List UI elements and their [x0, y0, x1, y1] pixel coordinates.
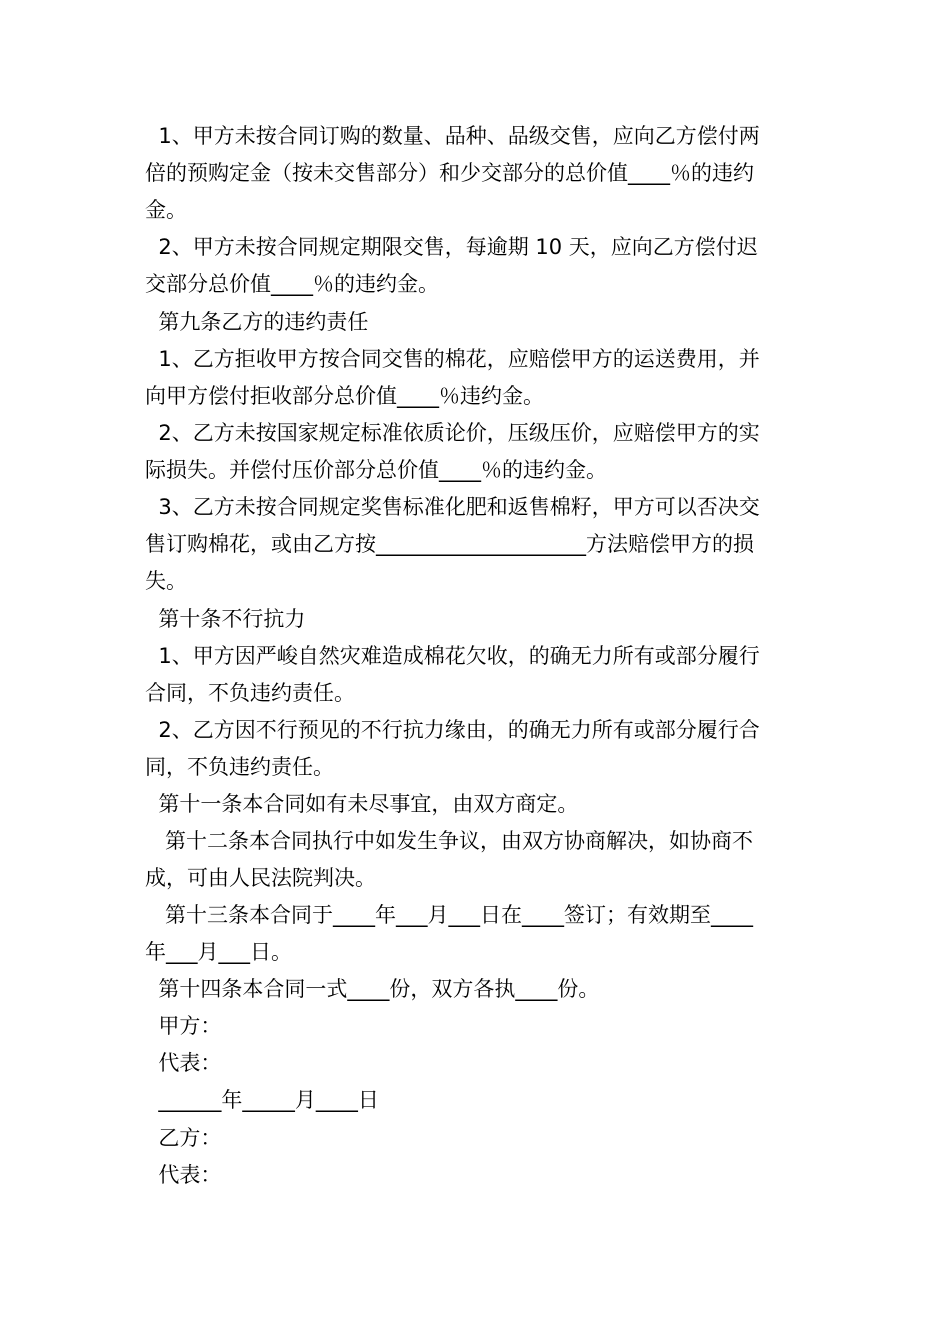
text-line: 售订购棉花，或由乙方按____________________方法赔偿甲方的损	[145, 532, 754, 556]
text-line: 乙方：	[145, 1126, 222, 1150]
clause-12	[145, 823, 810, 897]
text-line: 成，可由人民法院判决。	[145, 866, 376, 890]
text-line: ______年_____月____日	[145, 1088, 379, 1112]
text-line: 1、甲方因严峻自然灾难造成棉花欠收，的确无力所有或部分履行	[145, 644, 760, 668]
text-line: 代表：	[145, 1051, 222, 1075]
text-line: 2、甲方未按合同规定期限交售，每逾期 10 天，应向乙方偿付迟	[145, 235, 758, 259]
clause-10-heading	[145, 601, 810, 638]
clause-11	[145, 786, 810, 823]
clause-9-item-1	[145, 341, 810, 415]
text-line: 第十三条本合同于____年___月___日在____签订；有效期至____	[145, 903, 754, 927]
text-line: 2、乙方因不行预见的不行抗力缘由，的确无力所有或部分履行合	[145, 718, 760, 742]
party-b-representative-label	[145, 1157, 810, 1194]
text-line: 失。	[145, 569, 187, 593]
text-line: 第十一条本合同如有未尽事宜，由双方商定。	[145, 792, 579, 816]
clause-9-heading	[145, 304, 810, 341]
text-line: 同，不负违约责任。	[145, 755, 334, 779]
party-a-representative-label	[145, 1045, 810, 1082]
clause-10-item-1	[145, 638, 810, 712]
text-line: 交部分总价值____％的违约金。	[145, 272, 439, 296]
text-line: 第十四条本合同一式____份，双方各执____份。	[145, 977, 600, 1001]
text-line: 第十条不行抗力	[145, 607, 306, 631]
text-line: 合同，不负违约责任。	[145, 681, 355, 705]
text-line: 向甲方偿付拒收部分总价值____％违约金。	[145, 384, 544, 408]
clause-10-item-2	[145, 712, 810, 786]
party-b-label	[145, 1120, 810, 1157]
text-line: 年___月___日。	[145, 940, 292, 964]
text-line: 倍的预购定金（按未交售部分）和少交部分的总价值____％的违约	[145, 161, 754, 185]
text-line: 1、乙方拒收甲方按合同交售的棉花，应赔偿甲方的运送费用，并	[145, 347, 760, 371]
text-line: 第九条乙方的违约责任	[145, 310, 369, 334]
clause-8-item-1	[145, 118, 810, 229]
text-line: 3、乙方未按合同规定奖售标准化肥和返售棉籽，甲方可以否决交	[145, 495, 760, 519]
text-line: 代表：	[145, 1163, 222, 1187]
party-a-label	[145, 1008, 810, 1045]
text-line: 2、乙方未按国家规定标准依质论价，压级压价，应赔偿甲方的实	[145, 421, 760, 445]
text-line: 际损失。并偿付压价部分总价值____％的违约金。	[145, 458, 607, 482]
text-line: 甲方：	[145, 1014, 222, 1038]
text-line: 1、甲方未按合同订购的数量、品种、品级交售，应向乙方偿付两	[145, 124, 760, 148]
signing-date-line	[145, 1082, 810, 1119]
clause-8-item-2	[145, 229, 810, 303]
clause-14	[145, 971, 810, 1008]
clause-9-item-3	[145, 489, 810, 600]
clause-13	[145, 897, 810, 971]
text-line: 第十二条本合同执行中如发生争议，由双方协商解决，如协商不	[145, 829, 754, 853]
clause-9-item-2	[145, 415, 810, 489]
text-line: 金。	[145, 198, 187, 222]
